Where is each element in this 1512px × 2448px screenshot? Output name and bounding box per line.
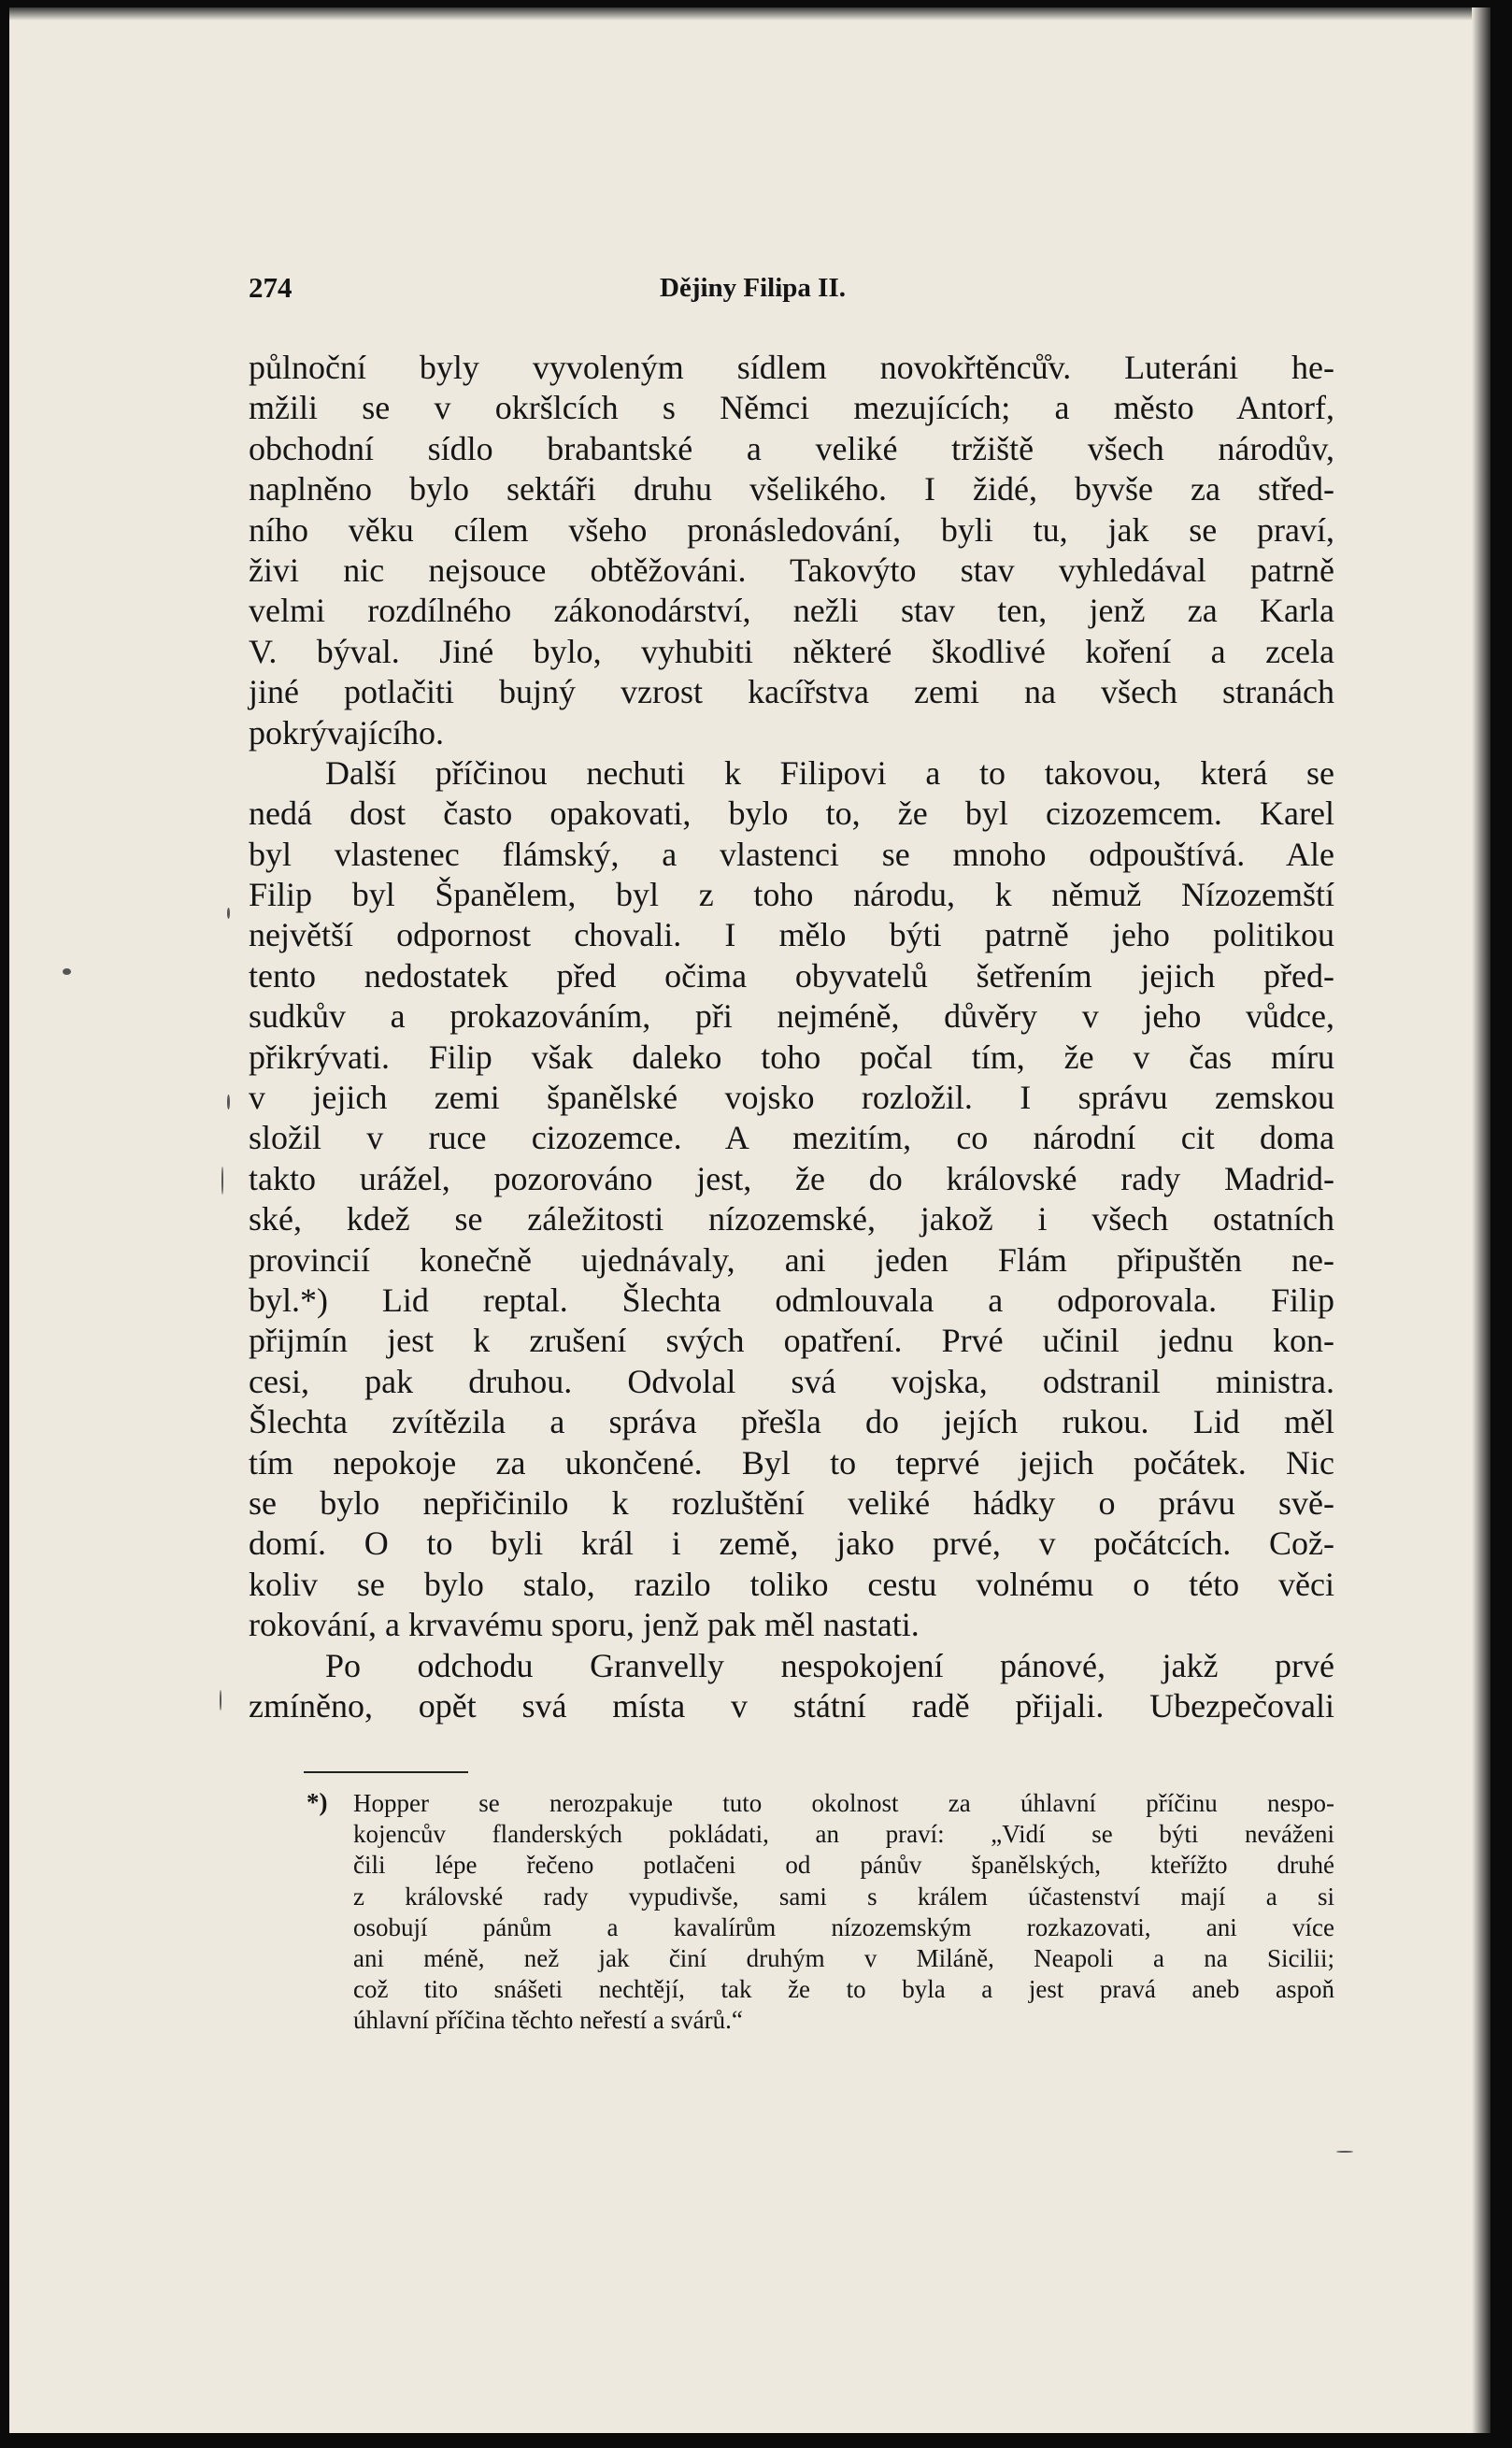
text-line: nedá dost často opakovati, bylo to, že byl cizozemcem. Karel bbox=[249, 795, 1334, 833]
ink-speck bbox=[227, 1095, 230, 1109]
footnote-body bbox=[353, 1788, 1334, 2037]
text-line: byl.*) Lid reptal. Šlechta odmlouvala a odporovala. Filip bbox=[249, 1281, 1334, 1319]
text-line: Filip byl Španělem, byl z toho národu, k němuž Nízozemští bbox=[249, 876, 1334, 914]
text-line: půlnoční byly vyvoleným sídlem novokřtěnců̊v. Luteráni he- bbox=[249, 349, 1334, 386]
text-line: rokování, a krvavému sporu, jenž pak měl nastati. bbox=[249, 1606, 920, 1644]
text-line: pokrývajícího. bbox=[249, 713, 444, 752]
ink-speck bbox=[63, 968, 71, 975]
text-line: obchodní sídlo brabantské a veliké tržiště všech národův, bbox=[249, 429, 1334, 467]
text-line: v jejich zemi španělské vojsko rozložil. I správu zemskou bbox=[249, 1079, 1334, 1117]
running-title: Dějiny Filipa II. bbox=[660, 273, 846, 303]
footnote-line: Hopper se nerozpakuje tuto okolnost za úhlavní příčinu nespo- bbox=[353, 1789, 1334, 1817]
text-line: cesi, pak druhou. Odvolal svá vojska, odstranil ministra. bbox=[249, 1362, 1334, 1400]
text-line: ního věku cílem všeho pronásledování, byli tu, jak se praví, bbox=[249, 510, 1334, 549]
footnote-line: čili lépe řečeno potlačeni od pánův španělských, kteřížto druhé bbox=[353, 1851, 1334, 1880]
paragraph-2 bbox=[249, 753, 1334, 1646]
text-line: největší odpornost chovali. I mělo býti patrně jeho politikou bbox=[249, 916, 1334, 954]
text-line: koliv se bylo stalo, razilo toliko cestu volnému o této věci bbox=[249, 1565, 1334, 1603]
ink-speck bbox=[227, 908, 230, 919]
paragraph-1 bbox=[249, 348, 1334, 753]
text-line: Další příčinou nechuti k Filipovi a to takovou, která se bbox=[325, 753, 1334, 792]
ink-speck bbox=[1336, 2151, 1353, 2153]
book-page bbox=[9, 7, 1491, 2433]
footnote-line: ani méně, než jak činí druhým v Miláně, Neapoli a na Sicilii; bbox=[353, 1943, 1334, 1972]
text-line: V. býval. Jiné bylo, vyhubiti některé škodlivé koření a zcela bbox=[249, 632, 1334, 670]
text-line: se bylo nepřičinilo k rozluštění veliké hádky o právu svě- bbox=[249, 1483, 1334, 1522]
footnote-line: což tito snášeti nechtějí, tak že to byla a jest pravá aneb aspoň bbox=[353, 1975, 1334, 2004]
text-line: Šlechta zvítězila a správa přešla do jejích rukou. Lid měl bbox=[249, 1403, 1334, 1441]
ink-speck bbox=[221, 1167, 223, 1195]
footnote-rule bbox=[304, 1771, 468, 1773]
page-header bbox=[249, 271, 1334, 308]
footnote-marker: *) bbox=[307, 1788, 328, 1816]
text-line: jiné potlačiti bujný vzrost kacířstva zemi na všech stranách bbox=[249, 673, 1334, 711]
footnote-line: kojencův flanderských pokládati, an praví: „Vidí se býti neváženi bbox=[353, 1820, 1334, 1849]
footnote-line: z královské rady vypudivše, sami s králem účastenství mají a si bbox=[353, 1882, 1334, 1911]
text-line: složil v ruce cizozemce. A mezitím, co národní cit doma bbox=[249, 1119, 1334, 1157]
paragraph-3 bbox=[249, 1646, 1334, 1727]
page-top-shadow bbox=[9, 7, 1491, 21]
text-line: velmi rozdílného zákonodárství, nežli stav ten, jenž za Karla bbox=[249, 592, 1334, 630]
text-line: přijmín jest k zrušení svých opatření. Prvé učinil jednu kon- bbox=[249, 1322, 1334, 1360]
footnote-line: úhlavní příčina těchto neřestí a svárů.“ bbox=[353, 2006, 743, 2035]
text-line: Po odchodu Granvelly nespokojení pánové, jakž prvé bbox=[325, 1646, 1334, 1684]
body-text bbox=[249, 348, 1334, 1726]
text-line: sudkův a prokazováním, při nejméně, důvěry v jeho vůdce, bbox=[249, 997, 1334, 1036]
text-line: zmíněno, opět svá místa v státní radě přijali. Ubezpečovali bbox=[249, 1686, 1334, 1725]
text-line: naplněno bylo sektáři druhu všelikého. I židé, byvše za střed- bbox=[249, 470, 1334, 508]
ink-speck bbox=[220, 1690, 221, 1711]
footnote-line: osobují pánům a kavalírům nízozemským rozkazovati, ani více bbox=[353, 1912, 1334, 1941]
page-number: 274 bbox=[249, 271, 292, 304]
text-line: domí. O to byli král i země, jako prvé, v počátcích. Což- bbox=[249, 1525, 1334, 1563]
text-line: tento nedostatek před očima obyvatelů šetřením jejich před- bbox=[249, 956, 1334, 995]
text-line: tím nepokoje za ukončené. Byl to teprvé jejich počátek. Nic bbox=[249, 1443, 1334, 1482]
text-line: ské, kdež se záležitosti nízozemské, jakož i všech ostatních bbox=[249, 1200, 1334, 1238]
text-line: živi nic nejsouce obtěžováni. Takovýto stav vyhledával patrně bbox=[249, 551, 1334, 589]
text-line: přikrývati. Filip však daleko toho počal tím, že v čas míru bbox=[249, 1038, 1334, 1076]
page-right-shadow bbox=[1472, 7, 1491, 2433]
text-line: provincií konečně ujednávaly, ani jeden Flám připuštěn ne- bbox=[249, 1240, 1334, 1279]
text-line: mžili se v okršlcích s Němci mezujících; a město Antorf, bbox=[249, 389, 1334, 427]
text-line: takto urážel, pozorováno jest, že do královské rady Madrid- bbox=[249, 1159, 1334, 1197]
text-line: byl vlastenec flámský, a vlastenci se mnoho odpouštívá. Ale bbox=[249, 835, 1334, 873]
